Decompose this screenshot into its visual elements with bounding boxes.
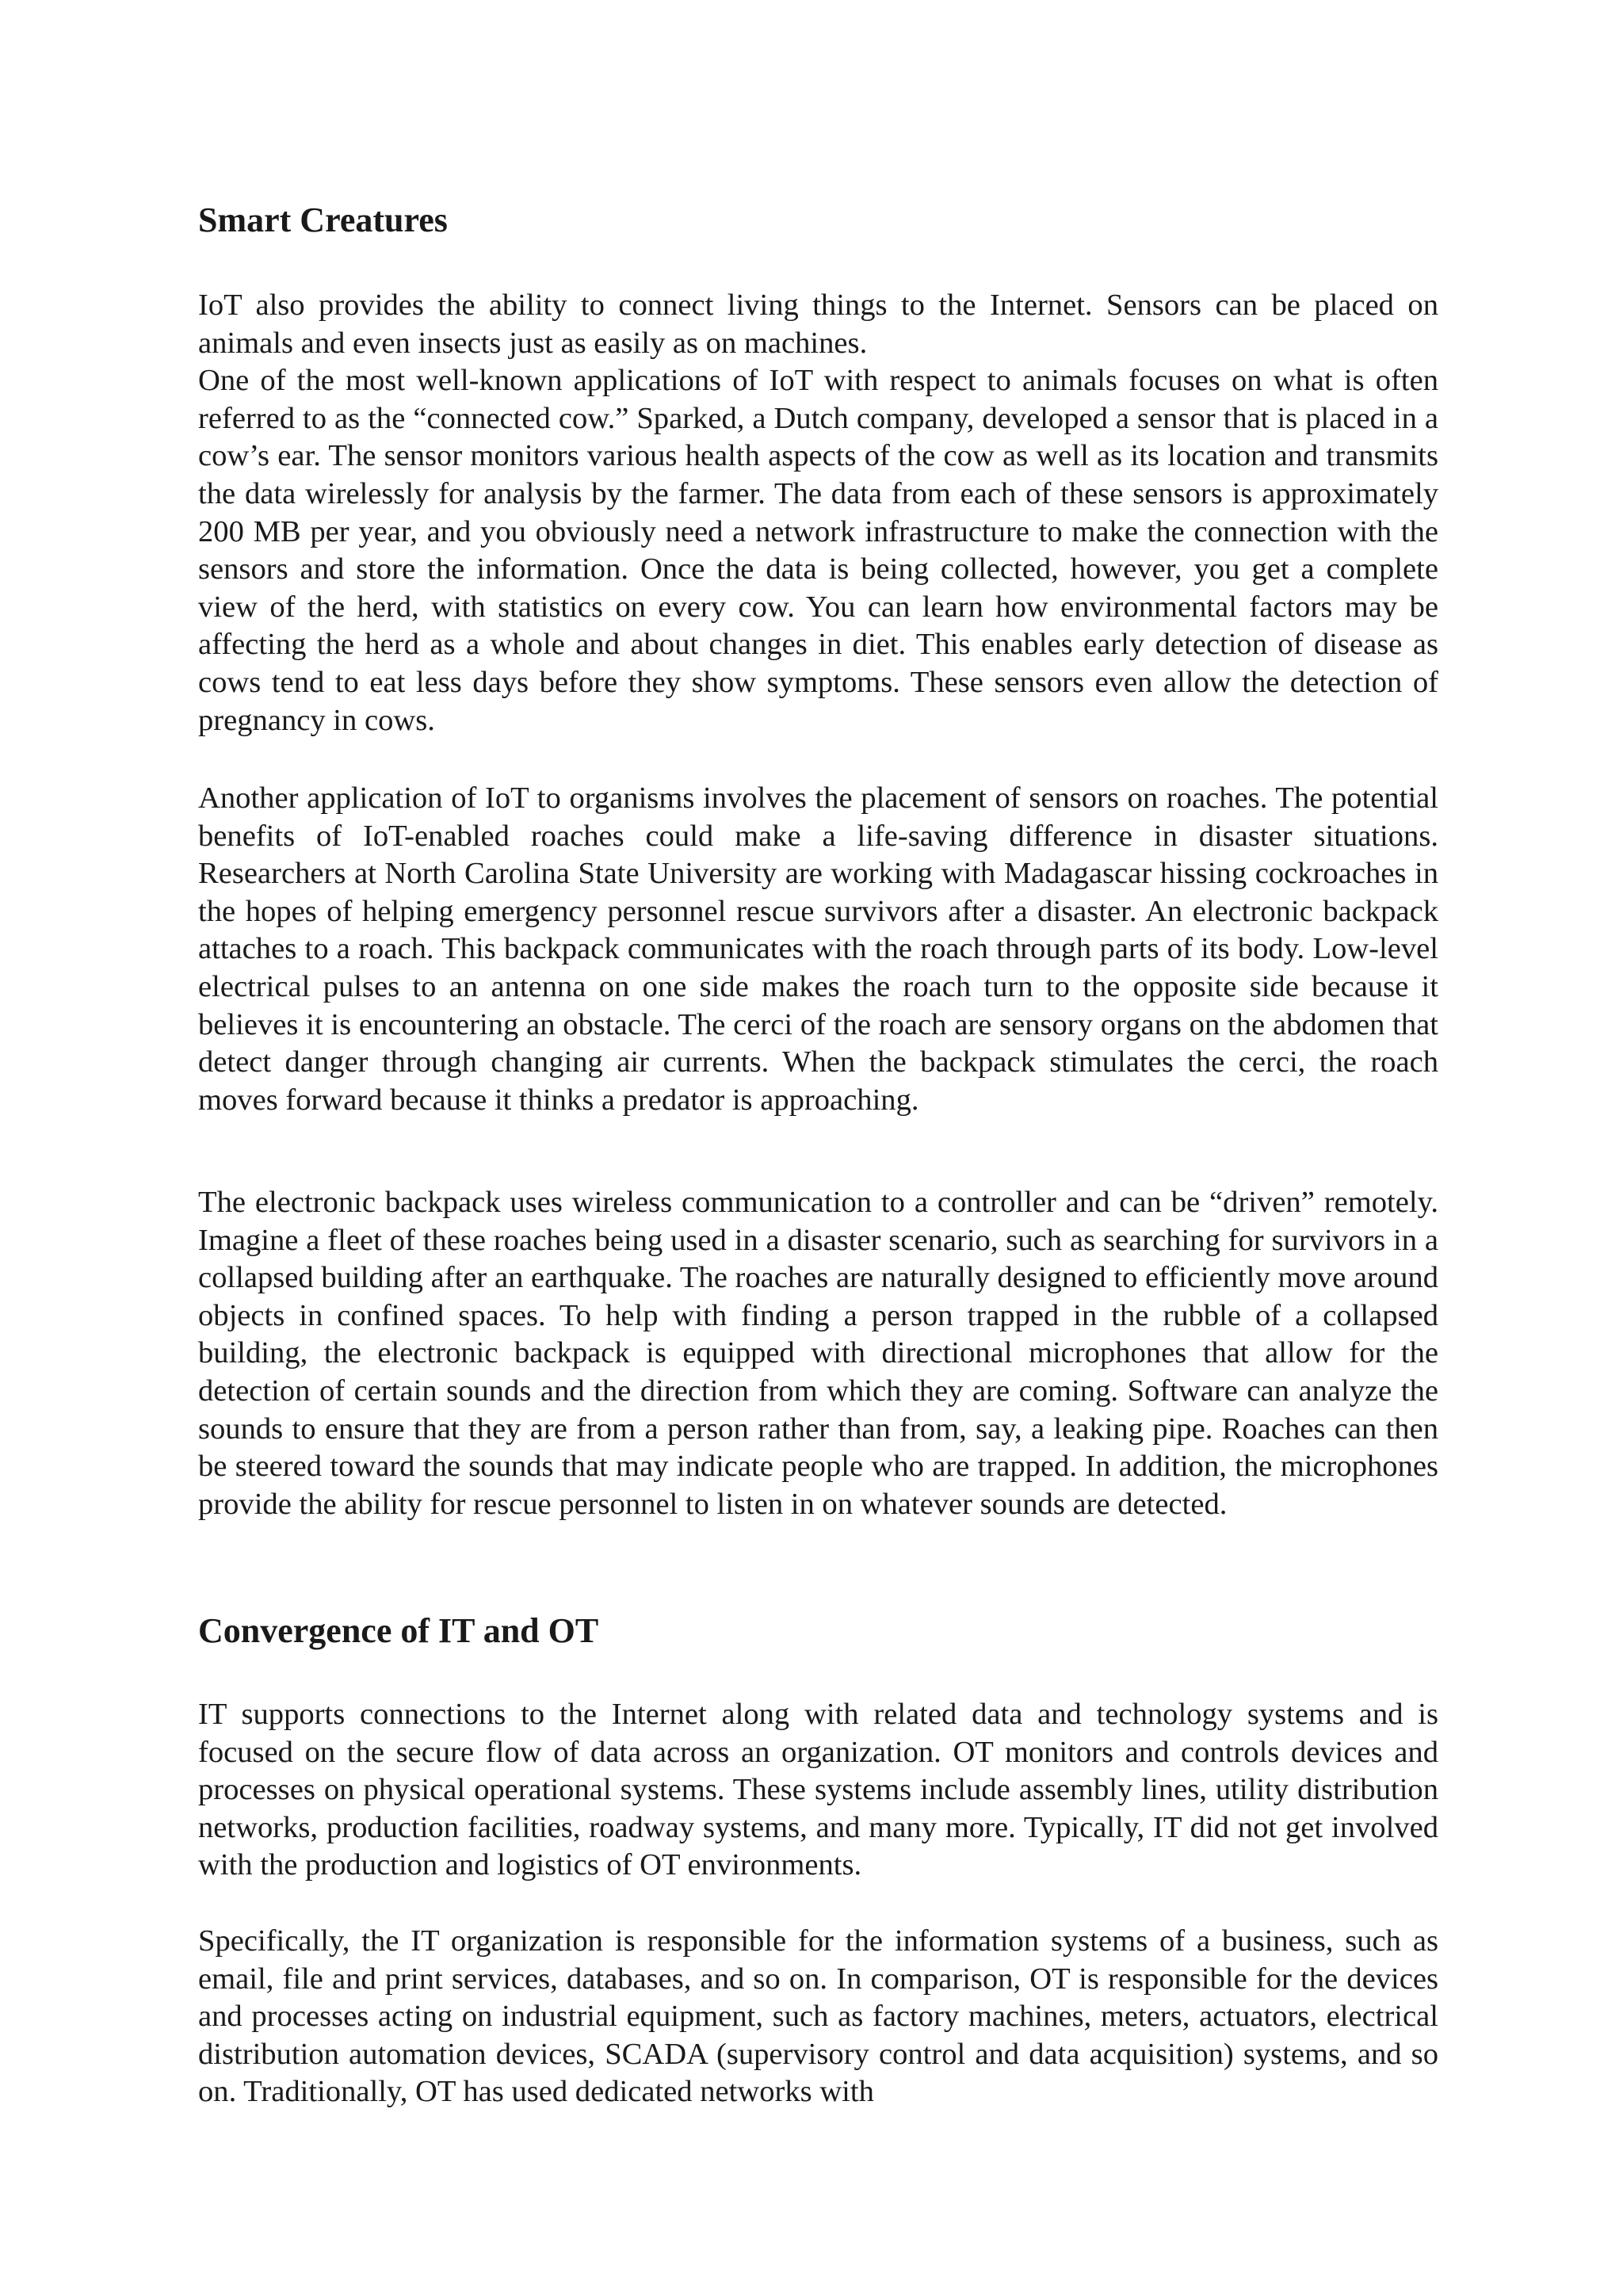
paragraph-roaches: Another application of IoT to organisms involves the placement of sensors on roaches. The potential benefits of IoT-enabled roaches could make a life-saving difference in disaster situations. Researchers at North Carolina State University are working with Madagascar hissing cockroaches in the hopes of helping emergency personnel rescue survivors after a disaster. An electronic backpack attaches to a roach. This backpack communicates with the roach through parts of its body. Low-level electrical pulses to an antenna on one side makes the roach turn to the opposite side because it believes it is encountering an obstacle. The cerci of the roach are sensory organs on the abdomen that detect danger through changing air currents. When the backpack stimulates the cerci, the roach moves forward because it thinks a predator is approaching. — [198, 781, 1438, 1117]
section-heading-smart-creatures: Smart Creatures — [198, 201, 448, 239]
paragraph-group-1 — [198, 287, 1438, 739]
paragraph-intro: IoT also provides the ability to connect living things to the Internet. Sensors can be placed on animals and even insects just as easily as on machines. — [198, 288, 1438, 360]
paragraph-connected-cow: One of the most well-known applications of IoT with respect to animals focuses on what is often referred to as the “connected cow.” Sparked, a Dutch company, developed a sensor that is placed in a cow’s ear. The sensor monitors various health aspects of the cow as well as its location and transmits the data wirelessly for analysis by the farmer. The data from each of these sensors is approximately 200 MB per year, and you obviously need a network infrastructure to make the connection with the sensors and store the information. Once the data is being collected, however, you get a complete view of the herd, with statistics on every cow. You can learn how environmental factors may be affecting the herd as a whole and about changes in diet. This enables early detection of disease as cows tend to eat less days before they show symptoms. These sensors even allow the detection of pregnancy in cows. — [198, 364, 1438, 737]
paragraph-it-supports: IT supports connections to the Internet along with related data and technology systems and is focused on the secure flow of data across an organization. OT monitors and controls devices and processes on physical operational systems. These systems include assembly lines, utility distribution networks, production facilities, roadway systems, and many more. Typically, IT did not get involved with the production and logistics of OT environments. — [198, 1698, 1438, 1882]
paragraph-it-organization: Specifically, the IT organization is responsible for the information systems of a business, such as email, file and print services, databases, and so on. In comparison, OT is responsible for the devices and processes acting on industrial equipment, such as factory machines, meters, actuators, electrical distribution automation devices, SCADA (supervisory control and data acquisition) systems, and so on. Traditionally, OT has used dedicated networks with — [198, 1924, 1438, 2109]
section-heading-convergence: Convergence of IT and OT — [198, 1611, 599, 1650]
paragraph-electronic-backpack: The electronic backpack uses wireless communication to a controller and can be “driven” remotely. Imagine a fleet of these roaches being used in a disaster scenario, such as searching for survivors in a collapsed building after an earthquake. The roaches are naturally designed to efficiently move around objects in confined spaces. To help with finding a person trapped in the rubble of a collapsed building, the electronic backpack is equipped with directional microphones that allow for the detection of certain sounds and the direction from which they are coming. Software can analyze the sounds to ensure that they are from a person rather than from, say, a leaking pipe. Roaches can then be steered toward the sounds that may indicate people who are trapped. In addition, the microphones provide the ability for rescue personnel to listen in on whatever sounds are detected. — [198, 1186, 1438, 1521]
